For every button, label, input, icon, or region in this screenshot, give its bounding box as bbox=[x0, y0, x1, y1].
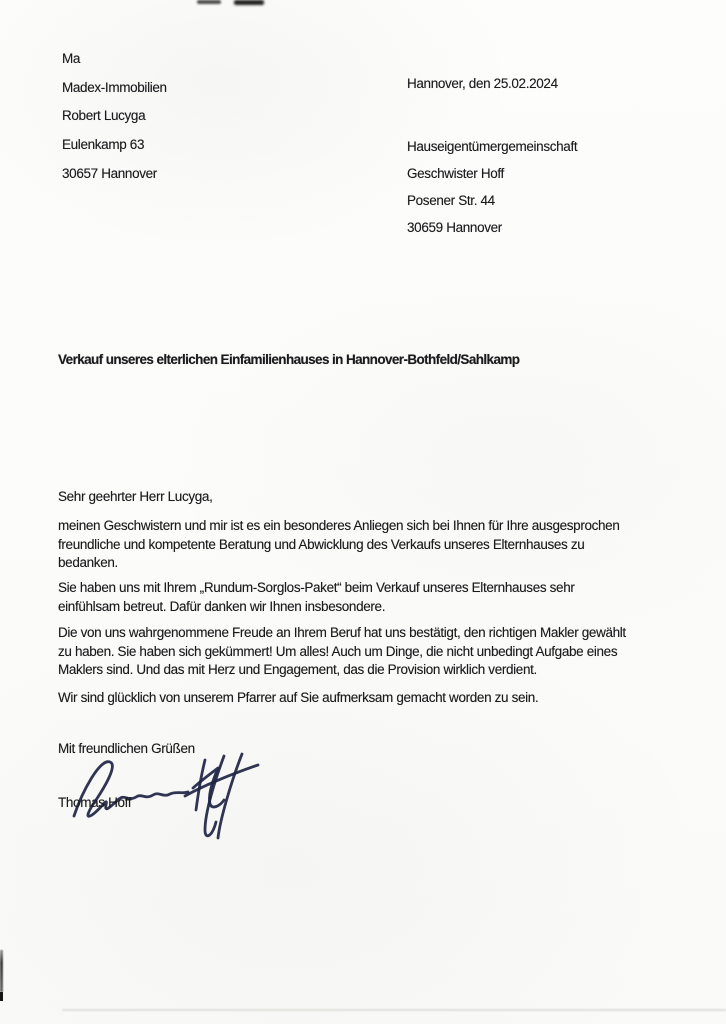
date-line: Hannover, den 25.02.2024 bbox=[407, 76, 558, 91]
closing-phrase: Mit freundlichen Grüßen bbox=[58, 741, 195, 756]
paragraph-line: zu haben. Sie haben sich gekümmert! Um alles! Auch um Dinge, die nicht unbedingt Aufgabe eines bbox=[58, 643, 618, 659]
paragraph-line: einfühlsam betreut. Dafür danken wir Ihnen insbesondere. bbox=[58, 598, 386, 614]
paragraph-line: bedanken. bbox=[58, 555, 118, 570]
scan-artifact-top-smudge bbox=[234, 0, 264, 5]
body-paragraph bbox=[58, 517, 620, 573]
recipient-line: Geschwister Hoff bbox=[407, 166, 504, 181]
body-paragraph bbox=[58, 689, 538, 708]
scan-artifact-corner-mark bbox=[0, 992, 3, 1001]
signer-name: Thomas Hoff bbox=[58, 795, 132, 810]
paragraph-line: Maklers sind. Und das mit Herz und Engagement, das die Provision wirklich verdient. bbox=[58, 662, 537, 677]
sender-line: Robert Lucyga bbox=[62, 108, 146, 124]
paragraph-line: meinen Geschwistern und mir ist es ein besonderes Anliegen sich bei Ihnen für Ihre ausgesprochen bbox=[58, 518, 620, 533]
recipient-line: 30659 Hannover bbox=[407, 220, 502, 235]
subject-line: Verkauf unseres elterlichen Einfamilienhauses in Hannover-Bothfeld/Sahlkamp bbox=[58, 352, 520, 367]
recipient-address-block bbox=[407, 133, 577, 241]
scan-artifact-left-edge bbox=[0, 950, 3, 992]
sender-line: Eulenkamp 63 bbox=[62, 137, 145, 153]
scan-artifact-bottom-line bbox=[62, 1009, 726, 1011]
paragraph-line: Sie haben uns mit Ihrem „Rundum-Sorglos-Paket“ beim Verkauf unseres Elternhauses sehr bbox=[58, 580, 575, 595]
salutation: Sehr geehrter Herr Lucyga, bbox=[58, 489, 213, 504]
scan-artifact-top-smudge bbox=[197, 0, 221, 4]
paragraph-line: Die von uns wahrgenommene Freude an Ihrem Beruf hat uns bestätigt, den richtigen Makler gewählt bbox=[58, 625, 626, 640]
sender-address-block bbox=[62, 45, 167, 189]
sender-line: 30657 Hannover bbox=[62, 165, 157, 181]
recipient-line: Posener Str. 44 bbox=[407, 193, 495, 208]
sender-line: Ma bbox=[62, 51, 81, 66]
body-paragraph bbox=[58, 579, 575, 616]
paragraph-line: freundliche und kompetente Beratung und Abwicklung des Verkaufs unseres Elternhauses zu bbox=[58, 536, 585, 552]
paragraph-line: Wir sind glücklich von unserem Pfarrer auf Sie aufmerksam gemacht worden zu sein. bbox=[58, 690, 539, 705]
recipient-line: Hauseigentümergemeinschaft bbox=[407, 139, 578, 154]
sender-line: Madex-Immobilien bbox=[62, 79, 167, 95]
body-paragraph bbox=[58, 624, 626, 680]
